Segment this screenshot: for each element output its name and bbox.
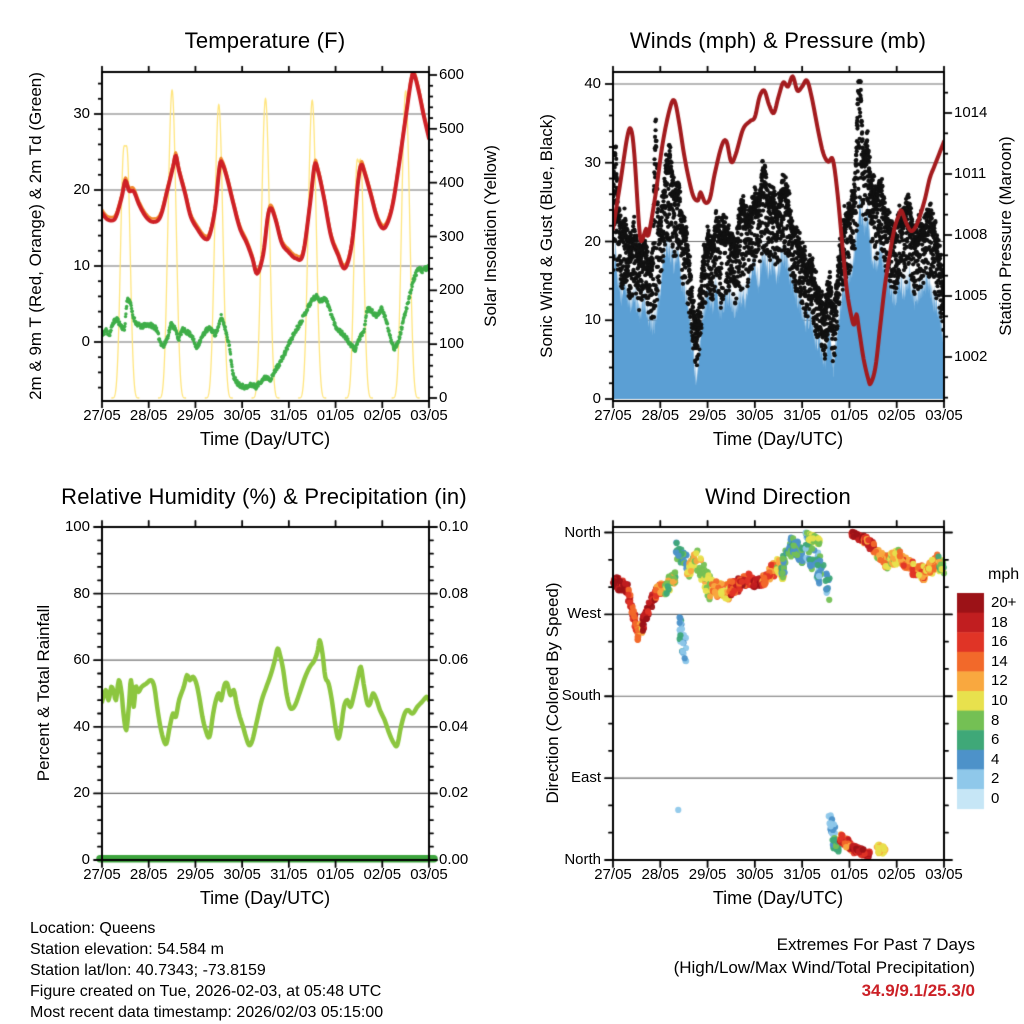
- tick-label: 0.04: [439, 717, 469, 735]
- tick-label: 29/05: [688, 407, 727, 424]
- tick-label: 1008: [954, 226, 988, 243]
- chart-title-winds-pressure: Winds (mph) & Pressure (mb): [629, 28, 927, 53]
- speed-legend-title: mph: [988, 566, 1020, 583]
- tick-label: 03/05: [410, 866, 448, 883]
- tick-label: 400: [439, 173, 465, 191]
- tick-label: 02/05: [363, 407, 402, 424]
- tick-label: 0: [81, 333, 90, 350]
- tick-label: 12: [991, 672, 1008, 690]
- axis-label-humidity-left: Percent & Total Rainfall: [34, 604, 53, 782]
- tick-label: 6: [991, 731, 1000, 749]
- tick-label: 0: [991, 790, 1000, 807]
- tick-label: 18: [991, 613, 1008, 631]
- tick-label: 16: [991, 633, 1008, 651]
- axis-label-direction-left: Direction (Colored By Speed): [543, 582, 562, 804]
- tick-label: South: [561, 687, 601, 705]
- most-recent-data-timestamp: Most recent data timestamp: 2026/02/03 05:15:00: [30, 1004, 384, 1021]
- tick-label: 10: [73, 257, 90, 274]
- extremes-summary: [674, 933, 975, 1002]
- tick-label: North: [564, 851, 601, 868]
- tick-label: 03/05: [925, 407, 963, 424]
- axis-label-solar-right: Solar Insolation (Yellow): [481, 145, 500, 327]
- tick-label: 100: [439, 335, 465, 353]
- tick-label: 01/05: [830, 866, 869, 883]
- figure-created-timestamp: Figure created on Tue, 2026-02-03, at 05:48 UTC: [30, 983, 382, 1000]
- tick-label: 03/05: [925, 866, 963, 883]
- tick-label: 300: [439, 227, 465, 245]
- chart-title-wind-direction: Wind Direction: [705, 484, 851, 509]
- tick-label: 600: [439, 66, 465, 83]
- station-latlon: Station lat/lon: 40.7343; -73.8159: [30, 962, 266, 979]
- tick-label: 20: [584, 232, 601, 250]
- tick-label: 28/05: [641, 866, 680, 883]
- tick-label: 4: [991, 750, 1000, 768]
- station-info: [30, 918, 383, 1023]
- tick-label: East: [570, 769, 601, 787]
- tick-label: 31/05: [783, 407, 821, 424]
- station-elevation: Station elevation: 54.584 m: [30, 941, 224, 958]
- xaxis-title-humidity: Time (Day/UTC): [199, 888, 331, 908]
- tick-label: 40: [73, 717, 90, 735]
- chart-title-humidity-precip: Relative Humidity (%) & Precipitation (in): [61, 484, 467, 509]
- tick-label: 1014: [954, 104, 988, 121]
- axis-label-wind-left: Sonic Wind & Gust (Blue, Black): [537, 114, 556, 358]
- xaxis-title-winds: Time (Day/UTC): [712, 429, 844, 449]
- extremes-heading: Extremes For Past 7 Days: [776, 935, 975, 954]
- tick-label: 80: [73, 584, 90, 602]
- tick-label: 31/05: [270, 866, 308, 883]
- tick-label: 27/05: [594, 407, 632, 424]
- tick-label: 2: [991, 770, 1000, 788]
- tick-label: 0: [81, 851, 90, 868]
- tick-label: 27/05: [594, 866, 632, 883]
- tick-label: 30/05: [736, 407, 774, 424]
- xaxis-title-direction: Time (Day/UTC): [712, 888, 844, 908]
- tick-label: 20: [73, 784, 90, 802]
- tick-label: 500: [439, 119, 465, 137]
- xaxis-title-temperature: Time (Day/UTC): [199, 429, 331, 449]
- tick-label: 10: [991, 692, 1008, 709]
- tick-label: West: [567, 605, 601, 623]
- tick-label: 20: [73, 181, 90, 198]
- tick-label: 01/05: [830, 407, 869, 424]
- tick-label: 27/05: [83, 407, 121, 424]
- tick-label: 0.06: [439, 651, 469, 669]
- tick-label: 0.02: [439, 784, 469, 802]
- tick-label: 10: [584, 311, 601, 329]
- tick-label: 31/05: [270, 407, 308, 424]
- tick-label: 8: [991, 711, 1000, 729]
- tick-label: 30/05: [736, 866, 774, 883]
- tick-label: 1011: [954, 165, 987, 182]
- tick-label: 30/05: [223, 407, 261, 424]
- tick-label: 0.10: [439, 518, 469, 535]
- tick-label: 02/05: [877, 866, 916, 883]
- chart-title-temperature: Temperature (F): [184, 28, 346, 53]
- tick-label: 1002: [954, 348, 988, 365]
- tick-label: 14: [991, 652, 1008, 670]
- tick-label: 02/05: [877, 407, 916, 424]
- tick-label: 0.08: [439, 584, 469, 602]
- tick-label: 1005: [954, 287, 988, 304]
- tick-label: 60: [73, 651, 90, 669]
- tick-label: 29/05: [688, 866, 727, 883]
- tick-label: 28/05: [129, 407, 168, 424]
- tick-label: 30: [73, 105, 90, 122]
- tick-label: 30/05: [223, 866, 261, 883]
- tick-label: 30: [584, 153, 601, 171]
- tick-label: 0.00: [439, 851, 469, 868]
- tick-label: 0: [592, 390, 601, 407]
- tick-label: 200: [439, 281, 465, 299]
- tick-label: 02/05: [363, 866, 402, 883]
- station-location: Location: Queens: [30, 920, 156, 937]
- tick-label: 01/05: [316, 866, 355, 883]
- tick-label: 03/05: [410, 407, 448, 424]
- tick-label: 28/05: [129, 866, 168, 883]
- tick-label: 29/05: [176, 407, 215, 424]
- tick-label: 31/05: [783, 866, 821, 883]
- tick-label: 01/05: [316, 407, 355, 424]
- tick-label: 100: [64, 518, 90, 535]
- tick-label: 0: [439, 389, 448, 406]
- tick-label: 29/05: [176, 866, 215, 883]
- tick-label: 40: [584, 75, 601, 92]
- tick-label: North: [564, 523, 601, 541]
- axis-label-pressure-right: Station Pressure (Maroon): [996, 136, 1015, 336]
- axis-label-temperature-left: 2m & 9m T (Red, Orange) & 2m Td (Green): [26, 72, 45, 400]
- extremes-values: 34.9/9.1/25.3/0: [861, 981, 975, 1000]
- tick-label: 27/05: [83, 866, 121, 883]
- tick-label: 28/05: [641, 407, 680, 424]
- extremes-subheading: (High/Low/Max Wind/Total Precipitation): [673, 958, 975, 977]
- tick-label: 20+: [991, 594, 1017, 611]
